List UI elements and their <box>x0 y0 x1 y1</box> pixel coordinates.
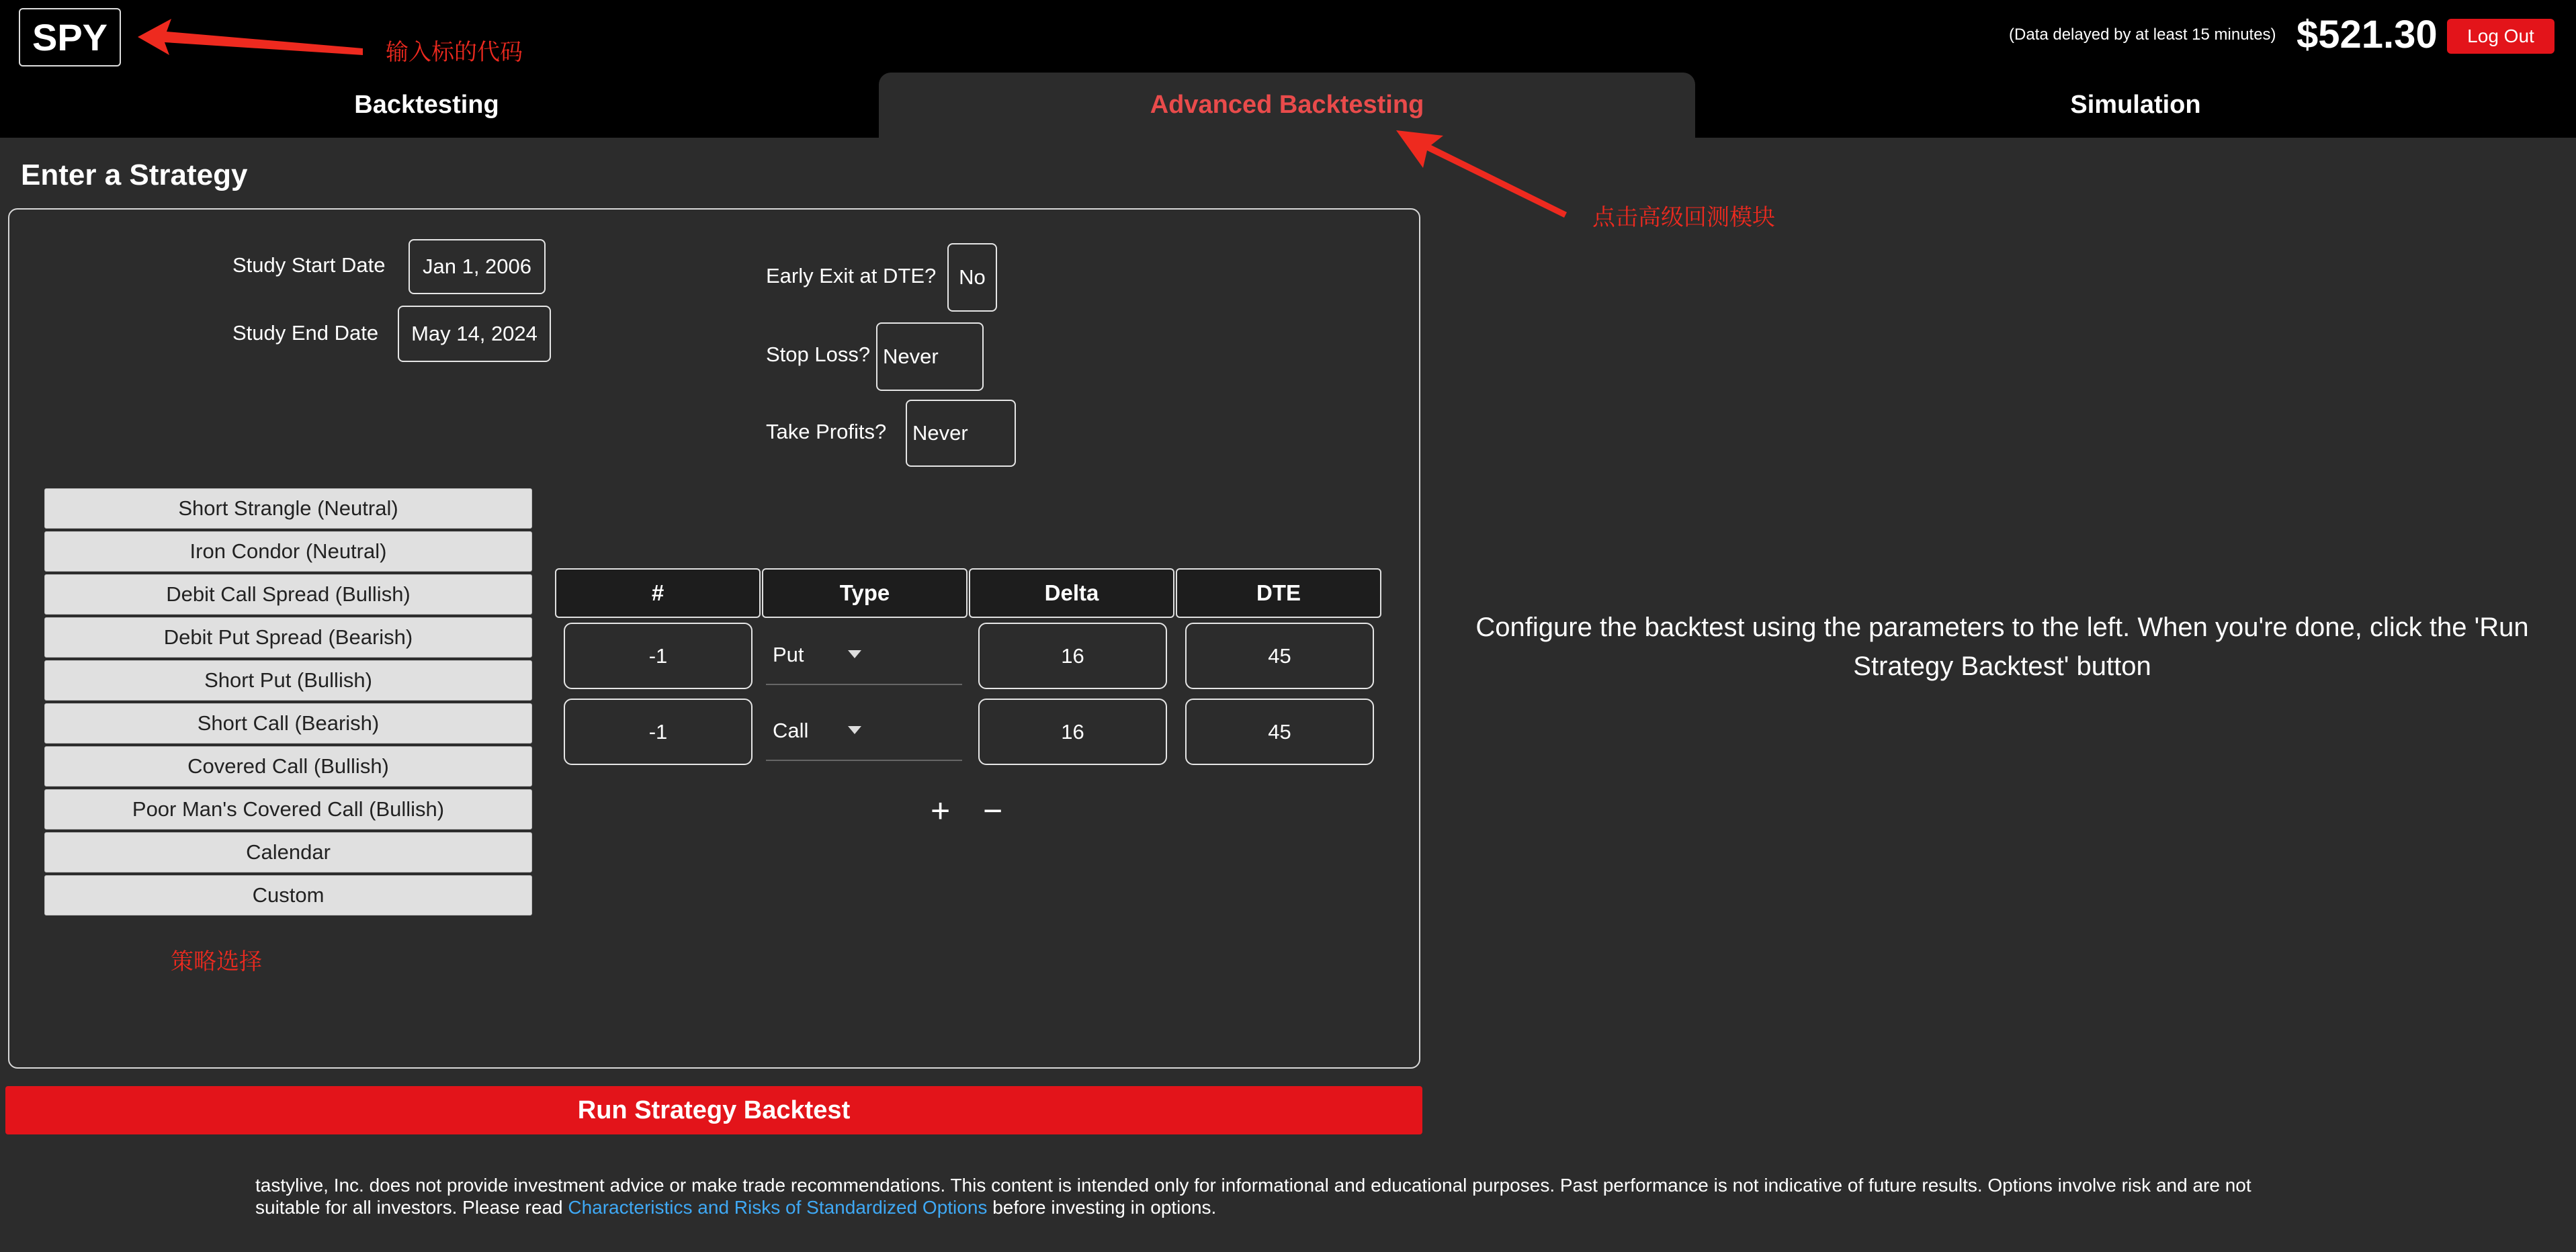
leg-delta-input[interactable]: 16 <box>978 623 1167 689</box>
tab-advanced-backtesting[interactable]: Advanced Backtesting <box>879 73 1695 138</box>
start-date-label: Study Start Date <box>232 253 386 277</box>
preset-iron-condor[interactable]: Iron Condor (Neutral) <box>44 531 532 572</box>
early-exit-label: Early Exit at DTE? <box>766 264 937 287</box>
add-leg-button[interactable]: + <box>931 792 951 830</box>
ticker-input[interactable]: SPY <box>19 8 121 66</box>
start-date-field[interactable]: Jan 1, 2006 <box>409 239 546 294</box>
section-title: Enter a Strategy <box>21 159 248 191</box>
end-date-field[interactable]: May 14, 2024 <box>398 306 551 362</box>
annotation-arrow-icon <box>134 13 370 60</box>
ticker-annotation: 输入标的代码 <box>386 40 523 65</box>
preset-short-strangle[interactable]: Short Strangle (Neutral) <box>44 488 532 529</box>
preset-poor-mans-covered-call[interactable]: Poor Man's Covered Call (Bullish) <box>44 789 532 830</box>
tab-backtesting[interactable]: Backtesting <box>354 91 499 119</box>
leg-dte-input[interactable]: 45 <box>1185 623 1374 689</box>
preset-custom[interactable]: Custom <box>44 875 532 915</box>
leg-type-value: Call <box>773 719 809 742</box>
col-header-qty: # <box>555 568 761 618</box>
preset-covered-call[interactable]: Covered Call (Bullish) <box>44 746 532 787</box>
remove-leg-button[interactable]: − <box>983 792 1003 830</box>
stop-loss-label: Stop Loss? <box>766 343 871 366</box>
disclaimer <box>255 1174 2298 1218</box>
tab-simulation[interactable]: Simulation <box>2070 91 2201 119</box>
end-date-label: Study End Date <box>232 321 379 345</box>
annotation-arrow-icon <box>1391 121 1572 222</box>
strategy-annotation: 策略选择 <box>171 949 262 975</box>
leg-dte-input[interactable]: 45 <box>1185 699 1374 765</box>
leg-qty-input[interactable]: -1 <box>564 623 753 689</box>
col-header-dte: DTE <box>1176 568 1381 618</box>
preset-debit-call-spread[interactable]: Debit Call Spread (Bullish) <box>44 574 532 615</box>
preset-short-call[interactable]: Short Call (Bearish) <box>44 703 532 744</box>
leg-type-select[interactable] <box>766 625 962 685</box>
col-header-delta: Delta <box>969 568 1174 618</box>
col-header-type: Type <box>762 568 968 618</box>
preset-calendar[interactable]: Calendar <box>44 832 532 873</box>
leg-delta-input[interactable]: 16 <box>978 699 1167 765</box>
leg-type-select[interactable] <box>766 701 962 761</box>
take-profit-label: Take Profits? <box>766 420 887 443</box>
stop-loss-select[interactable]: Never <box>876 322 984 391</box>
preset-debit-put-spread[interactable]: Debit Put Spread (Bearish) <box>44 617 532 658</box>
chevron-down-icon <box>848 726 861 734</box>
results-placeholder-message: Configure the backtest using the parameters to the left. When you're done, click the 'Run Strategy Backtest' button <box>1475 613 2529 681</box>
disclaimer-text: tastylive, Inc. does not provide investment advice or make trade recommendations. This content is intended only for informational and educational purposes. Past performance is not indicative of future results. Options involve risk and are not suitable for all investors. Please read <box>255 1175 2251 1218</box>
run-strategy-backtest-button[interactable]: Run Strategy Backtest <box>5 1086 1422 1134</box>
early-exit-select[interactable]: No <box>947 243 997 312</box>
preset-short-put[interactable]: Short Put (Bullish) <box>44 660 532 701</box>
leg-type-value: Put <box>773 643 804 666</box>
current-price: $521.30 <box>2296 13 2438 56</box>
delay-notice: (Data delayed by at least 15 minutes) <box>2009 26 2276 44</box>
logout-button[interactable]: Log Out <box>2447 19 2554 54</box>
chevron-down-icon <box>848 650 861 658</box>
options-risk-link[interactable]: Characteristics and Risks of Standardized Options <box>568 1197 988 1218</box>
tab-annotation: 点击高级回测模块 <box>1592 205 1775 230</box>
leg-qty-input[interactable]: -1 <box>564 699 753 765</box>
disclaimer-text-end: before investing in options. <box>987 1197 1217 1218</box>
take-profit-select[interactable]: Never <box>906 400 1016 467</box>
